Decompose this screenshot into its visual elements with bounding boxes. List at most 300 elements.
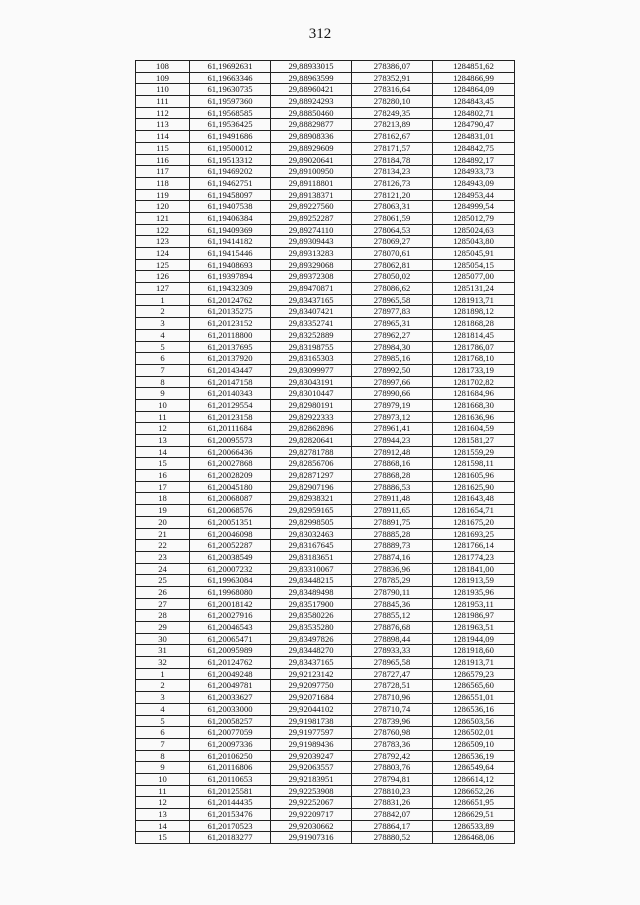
latitude-cell: 61,19409369	[190, 224, 271, 236]
y-coordinate-cell: 1281675,20	[433, 516, 515, 528]
x-coordinate-cell: 278845,36	[352, 598, 433, 610]
x-coordinate-cell: 278064,53	[352, 224, 433, 236]
longitude-cell: 29,83099977	[271, 364, 352, 376]
y-coordinate-cell: 1281913,71	[433, 657, 515, 669]
table-row	[136, 364, 515, 376]
y-coordinate-cell: 1285077,00	[433, 271, 515, 283]
y-coordinate-cell: 1286565,60	[433, 680, 515, 692]
table-row	[136, 551, 515, 563]
point-number-cell: 20	[136, 516, 190, 528]
table-row	[136, 715, 515, 727]
x-coordinate-cell: 278891,75	[352, 516, 433, 528]
longitude-cell: 29,89252287	[271, 212, 352, 224]
table-row	[136, 201, 515, 213]
y-coordinate-cell: 1284851,62	[433, 61, 515, 73]
longitude-cell: 29,83352741	[271, 318, 352, 330]
point-number-cell: 108	[136, 61, 190, 73]
x-coordinate-cell: 278162,67	[352, 131, 433, 143]
latitude-cell: 61,20111684	[190, 423, 271, 435]
longitude-cell: 29,92253908	[271, 785, 352, 797]
longitude-cell: 29,92063557	[271, 762, 352, 774]
table-row	[136, 586, 515, 598]
latitude-cell: 61,19458097	[190, 189, 271, 201]
latitude-cell: 61,20116806	[190, 762, 271, 774]
longitude-cell: 29,88829877	[271, 119, 352, 131]
point-number-cell: 6	[136, 727, 190, 739]
table-row	[136, 72, 515, 84]
x-coordinate-cell: 278912,48	[352, 446, 433, 458]
point-number-cell: 124	[136, 248, 190, 260]
y-coordinate-cell: 1285012,79	[433, 212, 515, 224]
y-coordinate-cell: 1286503,56	[433, 715, 515, 727]
table-row	[136, 680, 515, 692]
x-coordinate-cell: 278785,29	[352, 575, 433, 587]
point-number-cell: 112	[136, 107, 190, 119]
y-coordinate-cell: 1285045,91	[433, 248, 515, 260]
table-row	[136, 505, 515, 517]
y-coordinate-cell: 1281702,82	[433, 376, 515, 388]
x-coordinate-cell: 278086,62	[352, 283, 433, 295]
x-coordinate-cell: 278880,52	[352, 832, 433, 844]
table-row	[136, 540, 515, 552]
y-coordinate-cell: 1284943,09	[433, 177, 515, 189]
longitude-cell: 29,82862896	[271, 423, 352, 435]
point-number-cell: 23	[136, 551, 190, 563]
longitude-cell: 29,83167645	[271, 540, 352, 552]
y-coordinate-cell: 1286551,01	[433, 692, 515, 704]
latitude-cell: 61,19415446	[190, 248, 271, 260]
x-coordinate-cell: 278386,07	[352, 61, 433, 73]
x-coordinate-cell: 278965,31	[352, 318, 433, 330]
y-coordinate-cell: 1284933,73	[433, 166, 515, 178]
point-number-cell: 15	[136, 458, 190, 470]
point-number-cell: 26	[136, 586, 190, 598]
y-coordinate-cell: 1281636,96	[433, 411, 515, 423]
latitude-cell: 61,20137920	[190, 353, 271, 365]
table-row	[136, 341, 515, 353]
table-row	[136, 797, 515, 809]
table-row	[136, 668, 515, 680]
longitude-cell: 29,82998505	[271, 516, 352, 528]
longitude-cell: 29,92252067	[271, 797, 352, 809]
x-coordinate-cell: 278831,26	[352, 797, 433, 809]
point-number-cell: 111	[136, 96, 190, 108]
latitude-cell: 61,19568585	[190, 107, 271, 119]
table-row	[136, 96, 515, 108]
point-number-cell: 4	[136, 703, 190, 715]
table-row	[136, 528, 515, 540]
table-row	[136, 154, 515, 166]
y-coordinate-cell: 1286629,51	[433, 809, 515, 821]
latitude-cell: 61,20095989	[190, 645, 271, 657]
point-number-cell: 123	[136, 236, 190, 248]
latitude-cell: 61,20106250	[190, 750, 271, 762]
y-coordinate-cell: 1284953,44	[433, 189, 515, 201]
longitude-cell: 29,92030662	[271, 820, 352, 832]
longitude-cell: 29,88960421	[271, 84, 352, 96]
x-coordinate-cell: 278992,50	[352, 364, 433, 376]
point-number-cell: 10	[136, 399, 190, 411]
table-row	[136, 446, 515, 458]
longitude-cell: 29,89309443	[271, 236, 352, 248]
point-number-cell: 2	[136, 680, 190, 692]
longitude-cell: 29,83535280	[271, 622, 352, 634]
table-row	[136, 622, 515, 634]
point-number-cell: 109	[136, 72, 190, 84]
x-coordinate-cell: 278710,96	[352, 692, 433, 704]
latitude-cell: 61,19397894	[190, 271, 271, 283]
table-row	[136, 353, 515, 365]
y-coordinate-cell: 1281605,96	[433, 470, 515, 482]
y-coordinate-cell: 1281918,60	[433, 645, 515, 657]
point-number-cell: 127	[136, 283, 190, 295]
longitude-cell: 29,89313283	[271, 248, 352, 260]
x-coordinate-cell: 278886,53	[352, 481, 433, 493]
latitude-cell: 61,19469202	[190, 166, 271, 178]
x-coordinate-cell: 278184,78	[352, 154, 433, 166]
latitude-cell: 61,20007232	[190, 563, 271, 575]
latitude-cell: 61,20143447	[190, 364, 271, 376]
longitude-cell: 29,89274110	[271, 224, 352, 236]
y-coordinate-cell: 1281913,59	[433, 575, 515, 587]
longitude-cell: 29,83437165	[271, 657, 352, 669]
latitude-cell: 61,20153476	[190, 809, 271, 821]
table-row	[136, 481, 515, 493]
y-coordinate-cell: 1284999,54	[433, 201, 515, 213]
longitude-cell: 29,91981738	[271, 715, 352, 727]
latitude-cell: 61,20033627	[190, 692, 271, 704]
y-coordinate-cell: 1284843,45	[433, 96, 515, 108]
latitude-cell: 61,20170523	[190, 820, 271, 832]
latitude-cell: 61,20045180	[190, 481, 271, 493]
longitude-cell: 29,82820641	[271, 435, 352, 447]
point-number-cell: 7	[136, 364, 190, 376]
table-row	[136, 189, 515, 201]
y-coordinate-cell: 1281559,29	[433, 446, 515, 458]
y-coordinate-cell: 1285024,63	[433, 224, 515, 236]
longitude-cell: 29,82781788	[271, 446, 352, 458]
x-coordinate-cell: 278876,68	[352, 622, 433, 634]
longitude-cell: 29,88963599	[271, 72, 352, 84]
x-coordinate-cell: 278069,27	[352, 236, 433, 248]
y-coordinate-cell: 1281868,28	[433, 318, 515, 330]
point-number-cell: 12	[136, 797, 190, 809]
table-row	[136, 84, 515, 96]
longitude-cell: 29,89138371	[271, 189, 352, 201]
y-coordinate-cell: 1281581,27	[433, 435, 515, 447]
x-coordinate-cell: 278874,16	[352, 551, 433, 563]
table-row	[136, 177, 515, 189]
longitude-cell: 29,92209717	[271, 809, 352, 821]
longitude-cell: 29,91977597	[271, 727, 352, 739]
y-coordinate-cell: 1286651,95	[433, 797, 515, 809]
point-number-cell: 122	[136, 224, 190, 236]
point-number-cell: 13	[136, 809, 190, 821]
y-coordinate-cell: 1281668,30	[433, 399, 515, 411]
latitude-cell: 61,20124762	[190, 294, 271, 306]
y-coordinate-cell: 1281774,23	[433, 551, 515, 563]
table-row	[136, 166, 515, 178]
longitude-cell: 29,88908336	[271, 131, 352, 143]
table-row	[136, 563, 515, 575]
latitude-cell: 61,19406384	[190, 212, 271, 224]
latitude-cell: 61,20058257	[190, 715, 271, 727]
latitude-cell: 61,20095573	[190, 435, 271, 447]
point-number-cell: 5	[136, 341, 190, 353]
x-coordinate-cell: 278911,65	[352, 505, 433, 517]
latitude-cell: 61,20068576	[190, 505, 271, 517]
y-coordinate-cell: 1284892,17	[433, 154, 515, 166]
x-coordinate-cell: 278961,41	[352, 423, 433, 435]
longitude-cell: 29,89020641	[271, 154, 352, 166]
y-coordinate-cell: 1281898,12	[433, 306, 515, 318]
longitude-cell: 29,88929609	[271, 142, 352, 154]
x-coordinate-cell: 278933,33	[352, 645, 433, 657]
latitude-cell: 61,19692631	[190, 61, 271, 73]
table-row	[136, 271, 515, 283]
x-coordinate-cell: 278352,91	[352, 72, 433, 84]
x-coordinate-cell: 278885,28	[352, 528, 433, 540]
point-number-cell: 118	[136, 177, 190, 189]
latitude-cell: 61,20129554	[190, 399, 271, 411]
table-row	[136, 423, 515, 435]
y-coordinate-cell: 1281643,48	[433, 493, 515, 505]
latitude-cell: 61,19536425	[190, 119, 271, 131]
x-coordinate-cell: 278213,89	[352, 119, 433, 131]
x-coordinate-cell: 278944,23	[352, 435, 433, 447]
point-number-cell: 29	[136, 622, 190, 634]
table-row	[136, 645, 515, 657]
point-number-cell: 3	[136, 692, 190, 704]
point-number-cell: 15	[136, 832, 190, 844]
table-row	[136, 773, 515, 785]
longitude-cell: 29,83448270	[271, 645, 352, 657]
latitude-cell: 61,20144435	[190, 797, 271, 809]
x-coordinate-cell: 278126,73	[352, 177, 433, 189]
table-row	[136, 738, 515, 750]
latitude-cell: 61,20027916	[190, 610, 271, 622]
x-coordinate-cell: 278990,66	[352, 388, 433, 400]
longitude-cell: 29,92039247	[271, 750, 352, 762]
point-number-cell: 22	[136, 540, 190, 552]
x-coordinate-cell: 278979,19	[352, 399, 433, 411]
y-coordinate-cell: 1281693,25	[433, 528, 515, 540]
latitude-cell: 61,20097336	[190, 738, 271, 750]
table-row	[136, 259, 515, 271]
y-coordinate-cell: 1281953,11	[433, 598, 515, 610]
table-row	[136, 470, 515, 482]
latitude-cell: 61,20137695	[190, 341, 271, 353]
y-coordinate-cell: 1285131,24	[433, 283, 515, 295]
table-row	[136, 107, 515, 119]
latitude-cell: 61,20140343	[190, 388, 271, 400]
longitude-cell: 29,89227560	[271, 201, 352, 213]
table-row	[136, 575, 515, 587]
longitude-cell: 29,82856706	[271, 458, 352, 470]
latitude-cell: 61,19597360	[190, 96, 271, 108]
latitude-cell: 61,20068087	[190, 493, 271, 505]
table-row	[136, 633, 515, 645]
table-row	[136, 399, 515, 411]
point-number-cell: 113	[136, 119, 190, 131]
table-row	[136, 692, 515, 704]
latitude-cell: 61,20046543	[190, 622, 271, 634]
point-number-cell: 120	[136, 201, 190, 213]
point-number-cell: 125	[136, 259, 190, 271]
x-coordinate-cell: 278171,57	[352, 142, 433, 154]
y-coordinate-cell: 1285043,80	[433, 236, 515, 248]
x-coordinate-cell: 278810,23	[352, 785, 433, 797]
point-number-cell: 121	[136, 212, 190, 224]
longitude-cell: 29,89118801	[271, 177, 352, 189]
longitude-cell: 29,91989436	[271, 738, 352, 750]
y-coordinate-cell: 1284866,99	[433, 72, 515, 84]
table-row	[136, 785, 515, 797]
point-number-cell: 5	[136, 715, 190, 727]
table-row	[136, 283, 515, 295]
longitude-cell: 29,82871297	[271, 470, 352, 482]
table-row	[136, 493, 515, 505]
latitude-cell: 61,20049781	[190, 680, 271, 692]
y-coordinate-cell: 1286502,01	[433, 727, 515, 739]
x-coordinate-cell: 278794,81	[352, 773, 433, 785]
y-coordinate-cell: 1286533,89	[433, 820, 515, 832]
y-coordinate-cell: 1281944,09	[433, 633, 515, 645]
x-coordinate-cell: 278911,48	[352, 493, 433, 505]
y-coordinate-cell: 1286536,16	[433, 703, 515, 715]
point-number-cell: 16	[136, 470, 190, 482]
longitude-cell: 29,82907196	[271, 481, 352, 493]
longitude-cell: 29,92123142	[271, 668, 352, 680]
point-number-cell: 24	[136, 563, 190, 575]
point-number-cell: 13	[136, 435, 190, 447]
y-coordinate-cell: 1281625,90	[433, 481, 515, 493]
longitude-cell: 29,82980191	[271, 399, 352, 411]
point-number-cell: 19	[136, 505, 190, 517]
x-coordinate-cell: 278965,58	[352, 294, 433, 306]
table-row	[136, 376, 515, 388]
longitude-cell: 29,83198755	[271, 341, 352, 353]
table-row	[136, 832, 515, 844]
page-number: 312	[308, 26, 332, 42]
longitude-cell: 29,83437165	[271, 294, 352, 306]
table-row	[136, 131, 515, 143]
x-coordinate-cell: 278973,12	[352, 411, 433, 423]
longitude-cell: 29,92097750	[271, 680, 352, 692]
point-number-cell: 32	[136, 657, 190, 669]
y-coordinate-cell: 1284831,01	[433, 131, 515, 143]
longitude-cell: 29,92044102	[271, 703, 352, 715]
point-number-cell: 30	[136, 633, 190, 645]
point-number-cell: 6	[136, 353, 190, 365]
y-coordinate-cell: 1281814,45	[433, 329, 515, 341]
longitude-cell: 29,83010447	[271, 388, 352, 400]
longitude-cell: 29,83497826	[271, 633, 352, 645]
table-row	[136, 248, 515, 260]
latitude-cell: 61,20118800	[190, 329, 271, 341]
x-coordinate-cell: 278061,59	[352, 212, 433, 224]
y-coordinate-cell: 1281986,97	[433, 610, 515, 622]
longitude-cell: 29,83448215	[271, 575, 352, 587]
point-number-cell: 114	[136, 131, 190, 143]
point-number-cell: 28	[136, 610, 190, 622]
longitude-cell: 29,89100950	[271, 166, 352, 178]
y-coordinate-cell: 1281766,14	[433, 540, 515, 552]
longitude-cell: 29,88933015	[271, 61, 352, 73]
y-coordinate-cell: 1281654,71	[433, 505, 515, 517]
table-row	[136, 236, 515, 248]
table-row	[136, 306, 515, 318]
latitude-cell: 61,20049248	[190, 668, 271, 680]
y-coordinate-cell: 1284864,09	[433, 84, 515, 96]
x-coordinate-cell: 278050,02	[352, 271, 433, 283]
point-number-cell: 10	[136, 773, 190, 785]
point-number-cell: 17	[136, 481, 190, 493]
x-coordinate-cell: 278868,28	[352, 470, 433, 482]
table-row	[136, 458, 515, 470]
latitude-cell: 61,19407538	[190, 201, 271, 213]
table-row	[136, 318, 515, 330]
y-coordinate-cell: 1286549,64	[433, 762, 515, 774]
point-number-cell: 115	[136, 142, 190, 154]
latitude-cell: 61,20110653	[190, 773, 271, 785]
longitude-cell: 29,83517900	[271, 598, 352, 610]
x-coordinate-cell: 278984,30	[352, 341, 433, 353]
latitude-cell: 61,19963084	[190, 575, 271, 587]
y-coordinate-cell: 1284842,75	[433, 142, 515, 154]
longitude-cell: 29,83407421	[271, 306, 352, 318]
x-coordinate-cell: 278836,96	[352, 563, 433, 575]
latitude-cell: 61,20123158	[190, 411, 271, 423]
latitude-cell: 61,20124762	[190, 657, 271, 669]
x-coordinate-cell: 278792,42	[352, 750, 433, 762]
y-coordinate-cell: 1281768,10	[433, 353, 515, 365]
x-coordinate-cell: 278728,51	[352, 680, 433, 692]
longitude-cell: 29,83252889	[271, 329, 352, 341]
longitude-cell: 29,92071684	[271, 692, 352, 704]
latitude-cell: 61,20051351	[190, 516, 271, 528]
y-coordinate-cell: 1281841,00	[433, 563, 515, 575]
latitude-cell: 61,19432309	[190, 283, 271, 295]
point-number-cell: 117	[136, 166, 190, 178]
longitude-cell: 29,83310067	[271, 563, 352, 575]
x-coordinate-cell: 278760,98	[352, 727, 433, 739]
point-number-cell: 25	[136, 575, 190, 587]
point-number-cell: 21	[136, 528, 190, 540]
longitude-cell: 29,88850460	[271, 107, 352, 119]
y-coordinate-cell: 1281935,96	[433, 586, 515, 598]
table-row	[136, 119, 515, 131]
table-row	[136, 329, 515, 341]
x-coordinate-cell: 278249,35	[352, 107, 433, 119]
point-number-cell: 8	[136, 376, 190, 388]
point-number-cell: 1	[136, 668, 190, 680]
longitude-cell: 29,89329068	[271, 259, 352, 271]
point-number-cell: 7	[136, 738, 190, 750]
table-row	[136, 388, 515, 400]
table-row	[136, 598, 515, 610]
table-row	[136, 294, 515, 306]
longitude-cell: 29,83580226	[271, 610, 352, 622]
point-number-cell: 31	[136, 645, 190, 657]
point-number-cell: 126	[136, 271, 190, 283]
table-row	[136, 727, 515, 739]
latitude-cell: 61,19630735	[190, 84, 271, 96]
x-coordinate-cell: 278316,64	[352, 84, 433, 96]
y-coordinate-cell: 1286652,26	[433, 785, 515, 797]
latitude-cell: 61,19513312	[190, 154, 271, 166]
table-row	[136, 411, 515, 423]
